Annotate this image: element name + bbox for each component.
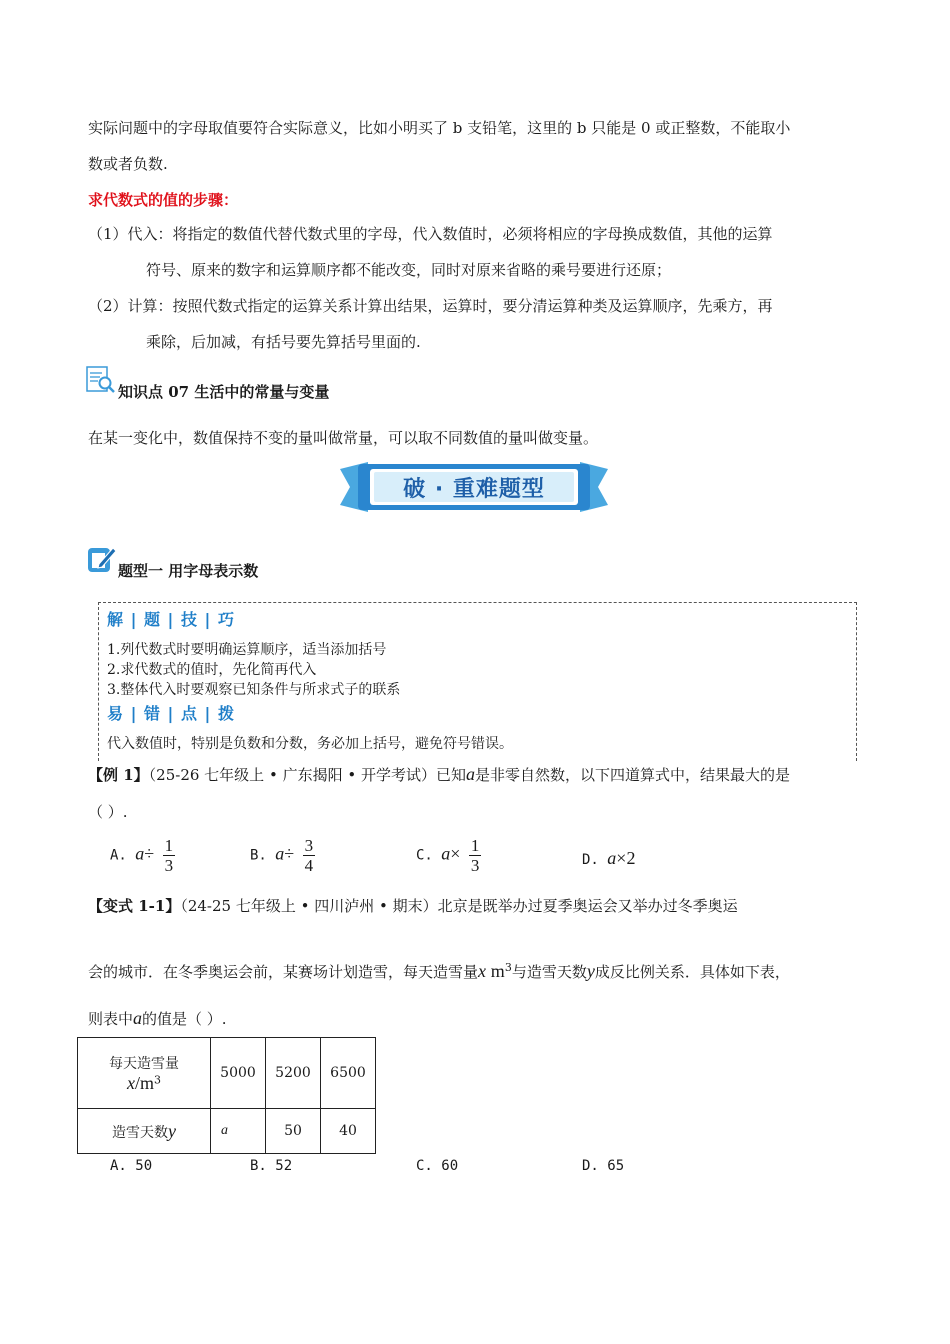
variant-1-1-option-d[interactable] — [582, 1158, 624, 1174]
variant-text-e: 的值是（ ）. — [142, 1010, 227, 1028]
fraction-numerator: 1 — [470, 836, 480, 855]
tips-heading-2: 易 | 错 | 点 | 拨 — [107, 704, 235, 723]
option-label: A. — [110, 847, 127, 864]
row-1-unit: /m — [134, 1072, 154, 1093]
table-cell: 5000 — [211, 1038, 266, 1109]
option-a-fraction — [163, 836, 176, 875]
table-cell: 6500 — [321, 1038, 376, 1109]
intro-line-1: 实际问题中的字母取值要符合实际意义，比如小明买了 b 支铅笔，这里的 b 只能是 0 或正整数，不能取小 — [88, 119, 791, 137]
option-c-fraction — [469, 836, 482, 875]
example-1-source: （25-26 七年级上 • 广东揭阳 • 开学考试）已知 — [148, 766, 466, 784]
fraction-denominator: 3 — [164, 856, 174, 875]
tip-3: 3.整体代入时要观察已知条件与所求式子的联系 — [107, 682, 401, 698]
option-var: a — [607, 848, 617, 868]
option-label: D. — [582, 852, 599, 868]
option-value: 50 — [135, 1158, 153, 1174]
table-cell: a — [211, 1109, 266, 1154]
table-cell: 50 — [266, 1109, 321, 1154]
variant-1-1-line-3 — [88, 1008, 227, 1029]
fraction-denominator: 3 — [470, 856, 480, 875]
option-label: D. — [582, 1158, 599, 1174]
snow-table — [77, 1037, 376, 1154]
example-1-blank: （ ）. — [88, 803, 128, 821]
knowledge-point-07-title: 知识点 07 生活中的常量与变量 — [118, 383, 330, 401]
knowledge-point-icon — [86, 366, 116, 398]
option-label: B. — [250, 847, 267, 864]
option-value: 60 — [441, 1158, 459, 1174]
tips-box — [98, 602, 857, 761]
example-1-option-a[interactable] — [110, 836, 175, 875]
knowledge-point-07-body: 在某一变化中，数值保持不变的量叫做常量，可以取不同数值的量叫做变量。 — [88, 429, 599, 447]
tip-2: 2.求代数式的值时，先化简再代入 — [107, 662, 317, 678]
variant-1-1-option-c[interactable] — [416, 1158, 458, 1174]
fraction-numerator: 1 — [164, 836, 174, 855]
variant-unit: m — [490, 961, 505, 981]
variant-text-d: 则表中 — [88, 1010, 134, 1028]
tip-1: 1.列代数式时要明确运算顺序，适当添加括号 — [107, 642, 387, 658]
table-header-cell — [78, 1109, 211, 1154]
example-1-var: a — [465, 764, 475, 784]
table-cell: 40 — [321, 1109, 376, 1154]
table-row — [78, 1109, 376, 1154]
variant-x-var: x — [478, 961, 487, 981]
option-var: a — [275, 843, 285, 864]
example-1-option-d[interactable] — [582, 848, 635, 869]
variant-1-1-line-2 — [88, 958, 790, 982]
example-1-tag: 【例 1】 — [88, 766, 149, 784]
variant-1-1-option-a[interactable] — [110, 1158, 152, 1174]
banner-text: 破 · 重难题型 — [403, 477, 545, 502]
row-1-unit-var: x — [126, 1072, 135, 1093]
option-value: 65 — [607, 1158, 625, 1174]
example-1-question — [88, 764, 790, 785]
option-var: a — [441, 843, 451, 864]
intro-line-2: 数或者负数. — [88, 155, 168, 173]
row-2-var: y — [168, 1120, 176, 1141]
option-value: 2 — [626, 848, 636, 868]
variant-1-1-line-1 — [88, 896, 738, 916]
row-1-label: 每天造雪量 — [109, 1055, 179, 1072]
steps-title: 求代数式的值的步骤： — [88, 191, 239, 209]
row-1-unit-exponent: 3 — [154, 1072, 161, 1086]
option-operator: × — [616, 848, 627, 868]
option-value: 52 — [275, 1158, 293, 1174]
type-1-title: 题型一 用字母表示数 — [118, 562, 259, 580]
option-operator: ÷ — [144, 843, 155, 864]
example-1-text: 是非零自然数，以下四道算式中，结果最大的是 — [474, 766, 790, 784]
variant-1-1-option-b[interactable] — [250, 1158, 292, 1174]
variant-1-1-source: （24-25 七年级上 • 四川泸州 • 期末）北京是既举办过夏季奥运会又举办过冬季奥运 — [180, 897, 738, 915]
option-label: C. — [416, 847, 433, 864]
option-var: a — [135, 843, 145, 864]
tip-4: 代入数值时，特别是负数和分数，务必加上括号，避免符号错误。 — [107, 736, 513, 752]
option-label: C. — [416, 1158, 433, 1174]
option-label: B. — [250, 1158, 267, 1174]
variant-text-a: 会的城市．在冬季奥运会前，某赛场计划造雪，每天造雪量 — [88, 963, 479, 981]
table-cell: 5200 — [266, 1038, 321, 1109]
variant-a-var: a — [133, 1008, 143, 1028]
table-row — [78, 1038, 376, 1109]
tips-heading-1: 解 | 题 | 技 | 巧 — [107, 610, 235, 629]
variant-text-b: 与造雪天数 — [511, 963, 587, 981]
type-heading-icon — [87, 544, 117, 578]
step-2-line-b: 乘除，后加减，有括号要先算括号里面的. — [146, 333, 421, 351]
row-2-label: 造雪天数 — [112, 1124, 168, 1141]
step-1-line-a: （1）代入：将指定的数值代替代数式里的字母，代入数值时，必须将相应的字母换成数值，其他的运算 — [88, 225, 773, 243]
option-operator: ÷ — [284, 843, 295, 864]
section-banner — [340, 462, 608, 512]
variant-1-1-tag: 【变式 1-1】 — [88, 897, 181, 915]
fraction-denominator: 4 — [304, 856, 314, 875]
step-2-line-a: （2）计算：按照代数式指定的运算关系计算出结果，运算时，要分清运算种类及运算顺序，先乘方，再 — [88, 297, 773, 315]
table-header-cell — [78, 1038, 211, 1109]
option-label: A. — [110, 1158, 127, 1174]
variant-text-c: 成反比例关系．具体如下表， — [594, 963, 790, 981]
variant-unit-exponent: 3 — [504, 961, 512, 974]
option-operator: × — [450, 843, 461, 864]
example-1-option-c[interactable] — [416, 836, 481, 875]
option-b-fraction — [303, 836, 316, 875]
fraction-numerator: 3 — [304, 836, 314, 855]
variant-y-var: y — [586, 961, 595, 981]
example-1-option-b[interactable] — [250, 836, 315, 875]
step-1-line-b: 符号、原来的数字和运算顺序都不能改变，同时对原来省略的乘号要进行还原； — [146, 261, 672, 279]
